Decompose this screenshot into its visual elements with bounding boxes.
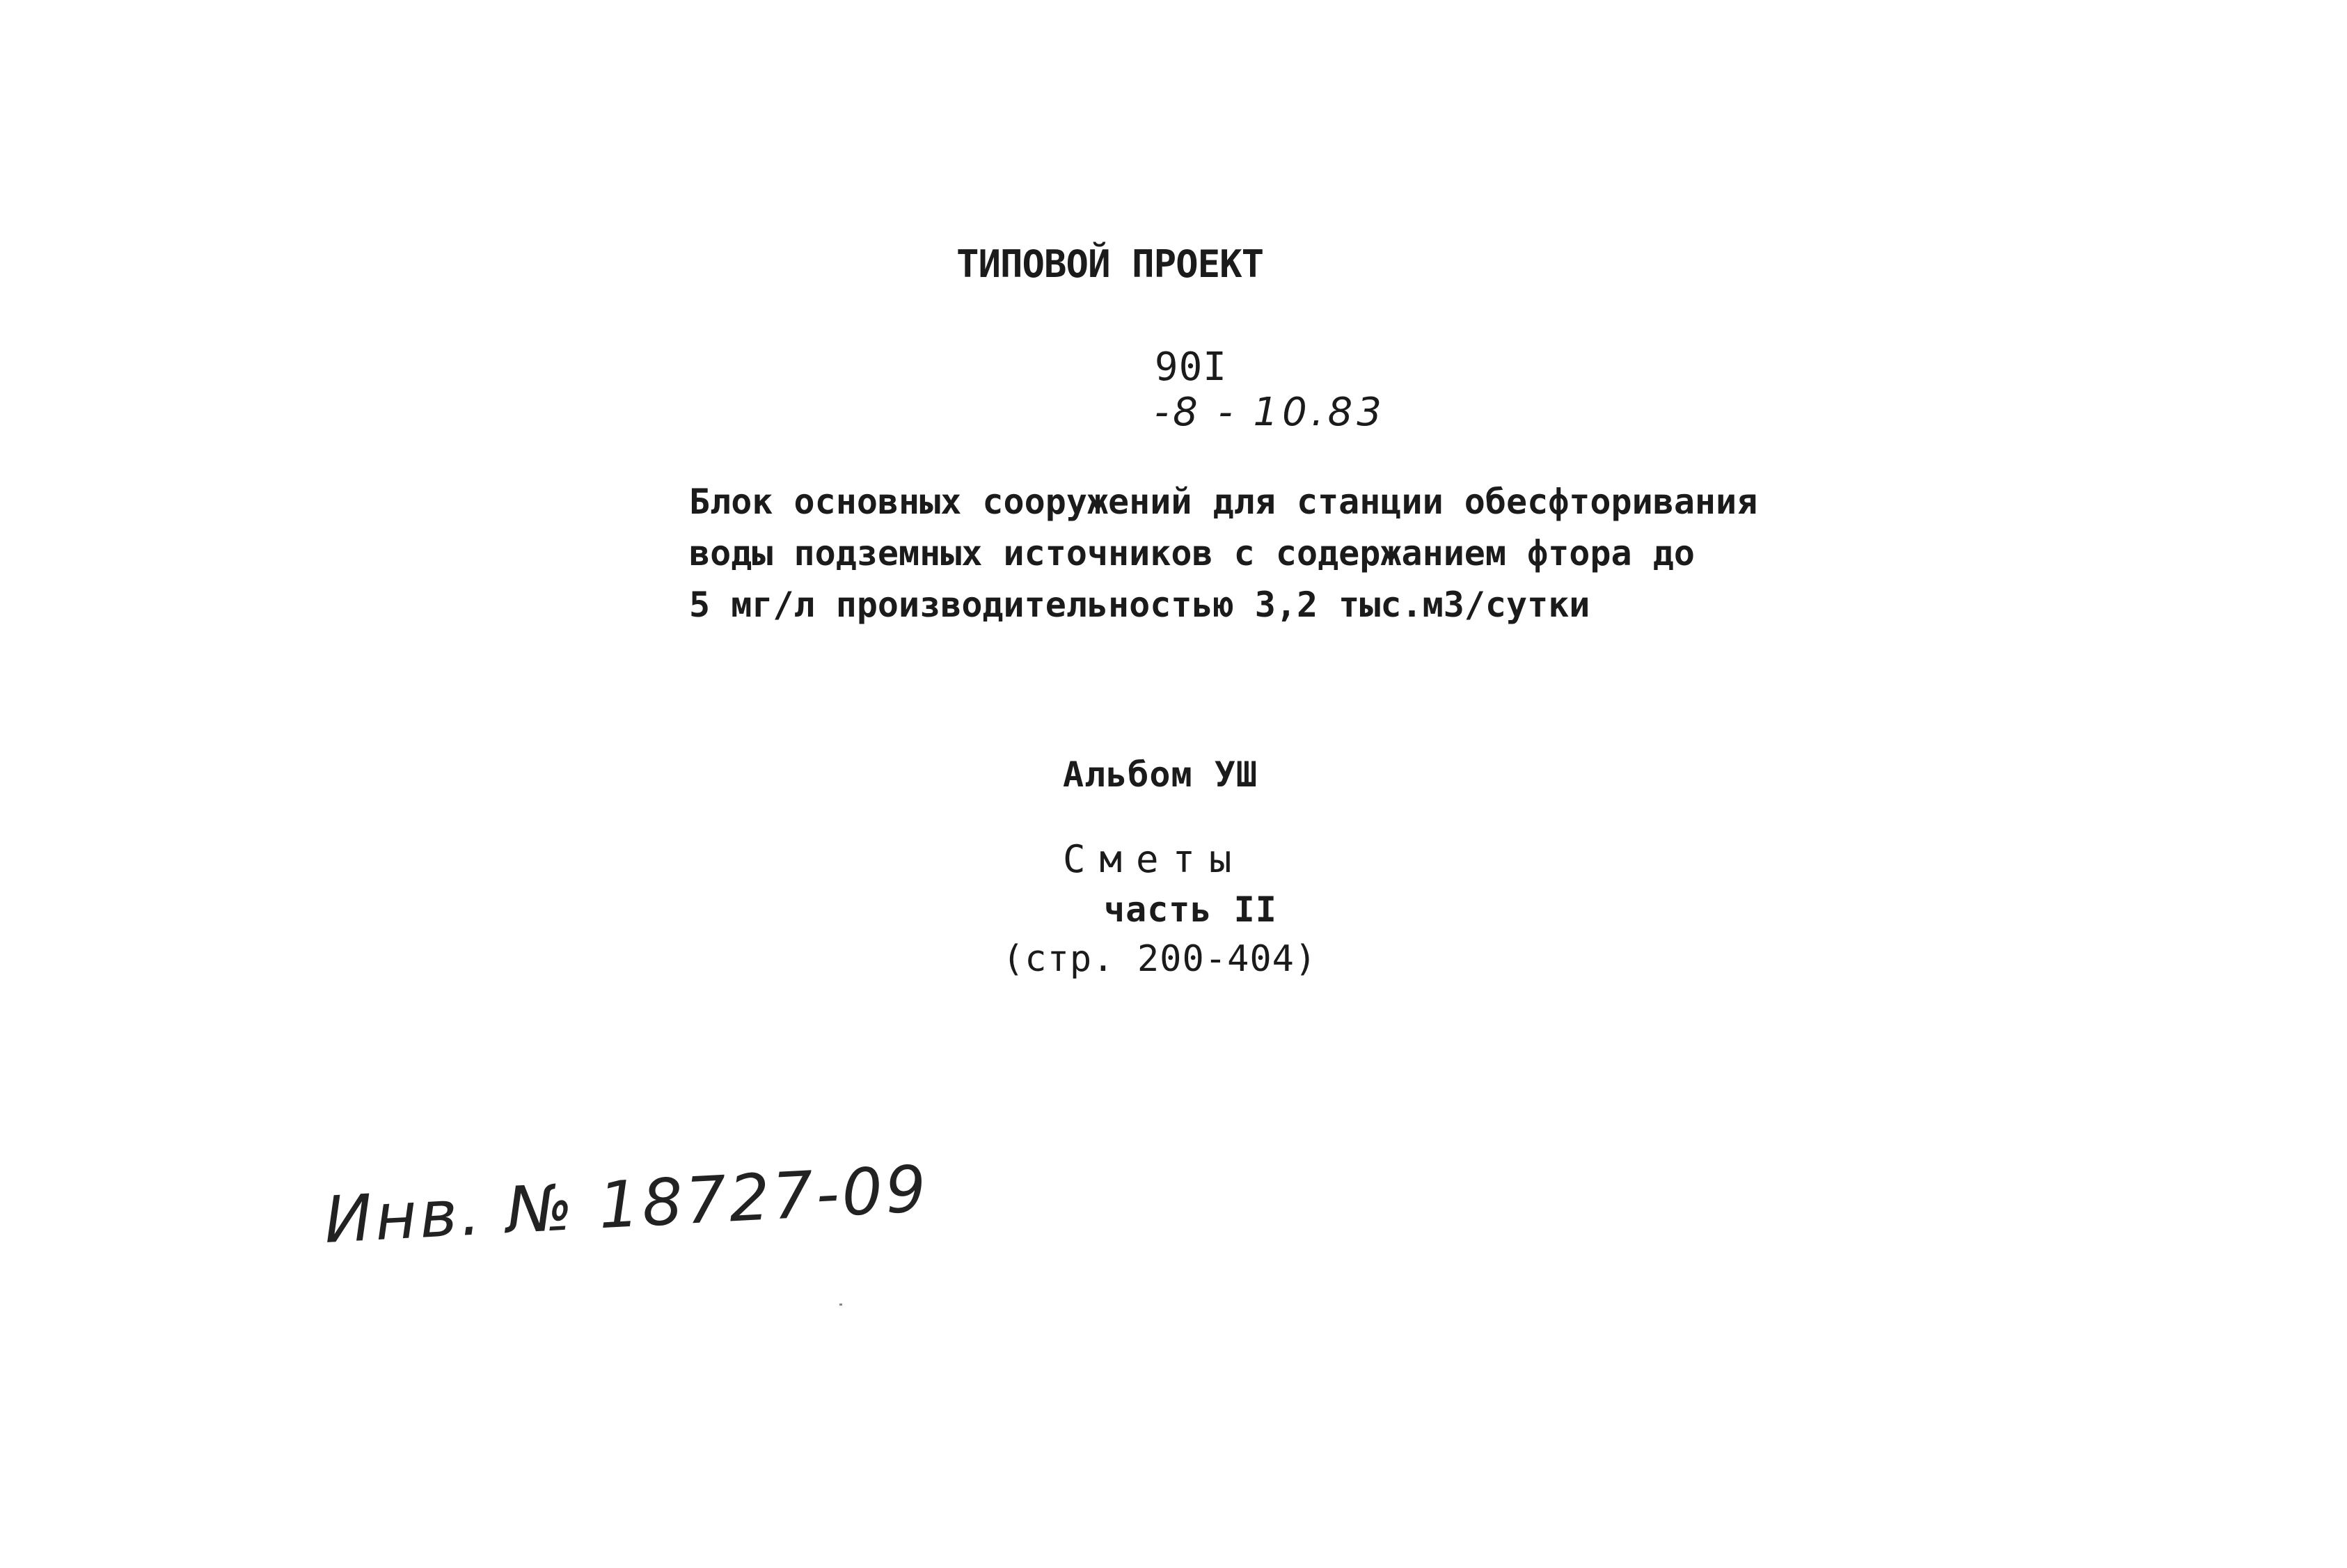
description-line: 5 мг/л производительностью 3,2 тыс.м3/сутки xyxy=(689,585,1590,625)
document-title: Сметы xyxy=(1063,837,1246,881)
scan-speck xyxy=(839,1304,842,1306)
project-number-handwritten: -8 - 10.83 xyxy=(1154,390,1386,435)
inventory-number-handwritten: Инв. № 18727-09 xyxy=(322,1151,931,1258)
project-label: ТИПОВОЙ ПРОЕКТ xyxy=(956,242,1264,286)
page-range: (стр. 200-404) xyxy=(1002,938,1318,980)
project-number-typed: 90I xyxy=(1154,345,1228,390)
album-label: Альбом УШ xyxy=(1063,754,1258,795)
description-line: Блок основных сооружений для станции обесфторивания xyxy=(689,482,1758,522)
description-line: воды подземных источников с содержанием фтора до xyxy=(689,533,1695,573)
part-label: часть II xyxy=(1104,889,1277,930)
project-number xyxy=(1058,299,1386,480)
